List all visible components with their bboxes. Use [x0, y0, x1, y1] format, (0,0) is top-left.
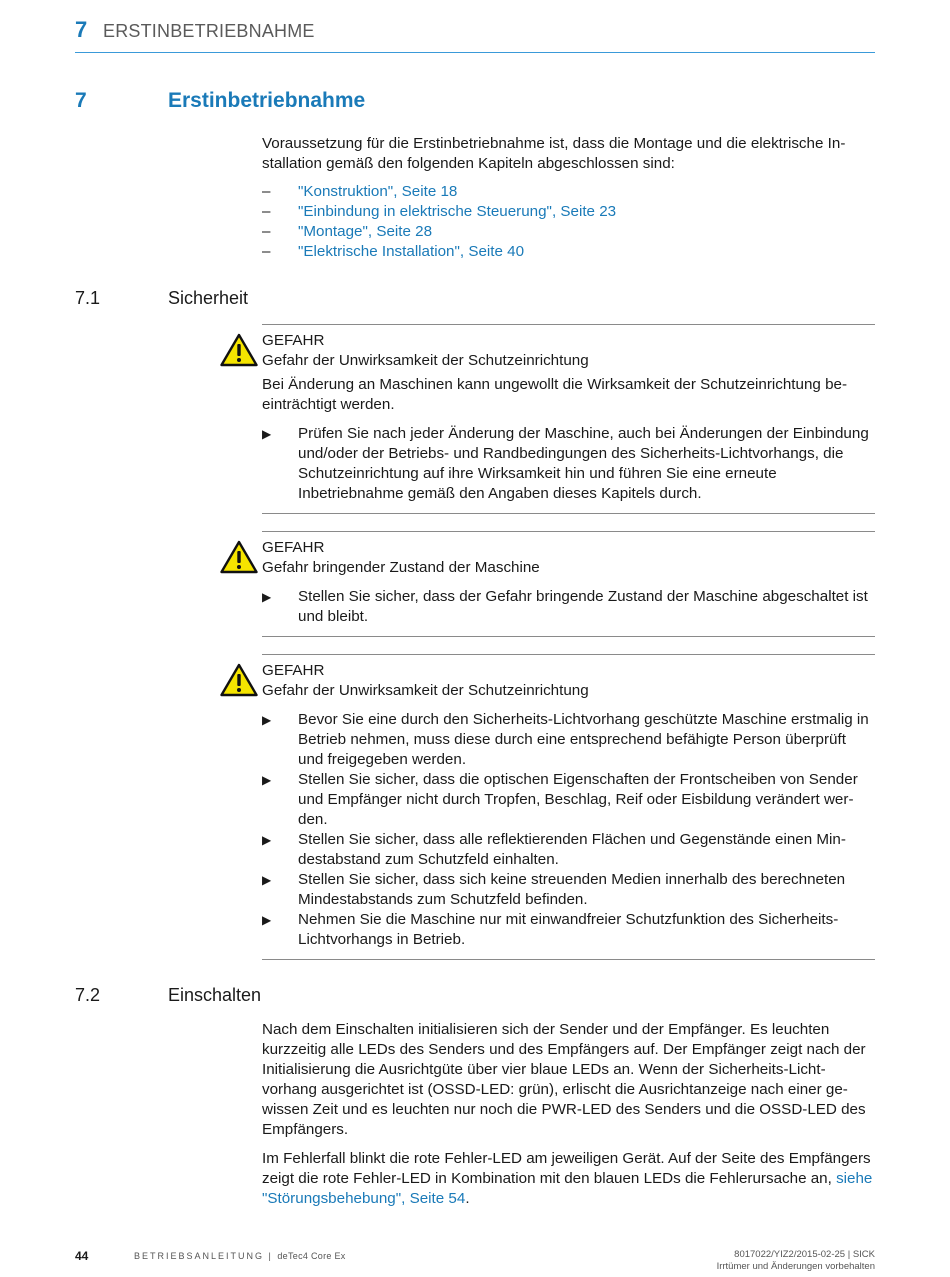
action-text: Stellen Sie sicher, dass der Gefahr bringende Zustand der Maschine abgeschaltet ist und bleibt.: [298, 588, 868, 625]
divider: [262, 513, 875, 514]
action-item: [262, 424, 875, 504]
warning-subtitle: Gefahr bringender Zustand der Maschine: [262, 559, 540, 576]
section-number: 7.2: [75, 985, 101, 1005]
warning-triangle-icon: [220, 333, 258, 367]
list-item: [262, 242, 875, 262]
action-item: [262, 910, 875, 950]
warning-signal-word: GEFAHR: [262, 332, 325, 349]
action-item: [262, 870, 875, 910]
link-stoerungsbehebung[interactable]: siehe "Störungsbehebung", Seite 54: [262, 1170, 873, 1207]
dash-marker: –: [262, 223, 271, 240]
footer-right: [717, 1249, 875, 1273]
intro-paragraph: Voraussetzung für die Erstinbetriebnahme ist, dass die Montage und die elektrische Installation gemäß den folgenden Kapiteln abgeschlossen sind:: [262, 135, 846, 172]
dash-marker: –: [262, 243, 271, 260]
bullet-arrow-icon: ▶: [262, 833, 272, 847]
action-item: [262, 587, 875, 627]
warning-subtitle: Gefahr der Unwirksamkeit der Schutzeinrichtung: [262, 682, 589, 699]
action-item: [262, 830, 875, 870]
section-heading-sicherheit: [75, 286, 875, 312]
warning-subtitle: Gefahr der Unwirksamkeit der Schutzeinrichtung: [262, 352, 589, 369]
document-id: 8017022/YIZ2/2015-02-25 | SICK: [734, 1249, 875, 1260]
prerequisite-list: [262, 182, 875, 262]
chapter-heading: [75, 88, 875, 116]
document-type: [134, 1250, 346, 1262]
warning-action-list: [262, 424, 875, 504]
list-item: [262, 202, 875, 222]
bullet-arrow-icon: ▶: [262, 913, 272, 927]
warning-triangle-icon: [220, 663, 258, 697]
warning-signal-word: GEFAHR: [262, 662, 325, 679]
dash-marker: –: [262, 203, 271, 220]
doc-type-label: BETRIEBSANLEITUNG: [134, 1251, 265, 1261]
running-header-number: 7: [75, 17, 88, 42]
bullet-arrow-icon: ▶: [262, 713, 272, 727]
section-heading-einschalten: [75, 983, 875, 1009]
warning-action-list: [262, 710, 875, 950]
section-title: Einschalten: [168, 985, 262, 1005]
list-item: [262, 222, 875, 242]
chapter-title: Erstinbetriebnahme: [168, 89, 366, 112]
page-number: 44: [75, 1249, 89, 1263]
error-paragraph-text: Im Fehlerfall blinkt die rote Fehler-LED am jeweiligen Gerät. Auf der Seite des Empfängers zeigt die rote Fehler-LED in Kombination mit den blauen LEDs die Fehlerursache an,: [262, 1150, 871, 1187]
action-item: [262, 770, 875, 830]
warning-triangle-icon: [220, 540, 258, 574]
link-elektrische-installation[interactable]: "Elektrische Installation", Seite 40: [298, 243, 525, 260]
divider: [262, 324, 875, 325]
link-konstruktion[interactable]: "Konstruktion", Seite 18: [298, 183, 458, 200]
action-text: Bevor Sie eine durch den Sicherheits-Lichtvorhang geschützte Maschine erstmalig in Betrieb nehmen, muss diese durch eine entsprechend befähigte Person überprüft und freigegeben werden.: [298, 711, 869, 768]
list-item: [262, 182, 875, 202]
chapter-number: 7: [75, 89, 87, 112]
dash-marker: –: [262, 183, 271, 200]
product-name: deTec4 Core Ex: [277, 1251, 346, 1261]
section-title: Sicherheit: [168, 288, 249, 308]
action-text: Stellen Sie sicher, dass sich keine streuenden Medien innerhalb des berechneten Mindestabstands zum Schutzfeld befinden.: [298, 871, 846, 908]
divider: [262, 636, 875, 637]
warning-signal-word: GEFAHR: [262, 539, 325, 556]
link-montage[interactable]: "Montage", Seite 28: [298, 223, 433, 240]
error-paragraph: [262, 1149, 875, 1209]
warning-action-list: [262, 587, 875, 627]
bullet-arrow-icon: ▶: [262, 427, 272, 441]
divider: [262, 959, 875, 960]
action-text: Stellen Sie sicher, dass die optischen Eigenschaften der Frontscheiben von Sender und Empfänger nicht durch Tropfen, Beschlag, Reif oder Eisbildung verändert werden.: [298, 771, 858, 828]
link-einbindung[interactable]: "Einbindung in elektrische Steuerung", Seite 23: [298, 203, 617, 220]
bullet-arrow-icon: ▶: [262, 590, 272, 604]
separator: |: [264, 1251, 278, 1261]
action-text: Stellen Sie sicher, dass alle reflektierenden Flächen und Gegenstände einen Mindestabstand zum Schutzfeld einhalten.: [298, 831, 846, 868]
disclaimer: Irrtümer und Änderungen vorbehalten: [716, 1261, 875, 1272]
warning-text: Bei Änderung an Maschinen kann ungewollt die Wirksamkeit der Schutzeinrichtung beeinträchtigt werden.: [262, 376, 848, 413]
divider: [262, 531, 875, 532]
running-header: [75, 16, 875, 53]
bullet-arrow-icon: ▶: [262, 873, 272, 887]
error-paragraph-end: .: [465, 1190, 470, 1207]
section-number: 7.1: [75, 288, 101, 308]
switch-on-paragraph: Nach dem Einschalten initialisieren sich der Sender und der Empfänger. Es leuchten kurzzeitig alle LEDs des Senders und des Empfängers auf. Der Empfänger zeigt nach der Initialisierung die Ausrichtgüte über vier blaue LEDs an. Wenn der Sicherheits-Lichtvorhang ausgerichtet ist (OSSD-LED: grün), erlischt die Ausrichtanzeige nach einer gewissen Zeit und es leuchten nur noch die PWR-LED des Senders und die OSSD-LED des Empfängers.: [262, 1021, 866, 1138]
action-item: [262, 710, 875, 770]
action-text: Prüfen Sie nach jeder Änderung der Maschine, auch bei Änderungen der Einbindung und/oder der Betriebs- und Randbedingungen des Sicherheits-Lichtvorhangs, die Schutzeinrichtung auf ihre Wirksamkeit hin und führen Sie eine erneute Inbetriebnahme gemäß den Angaben dieses Kapitels durch.: [298, 425, 869, 502]
divider: [262, 654, 875, 655]
running-header-title: ERSTINBETRIEBNAHME: [103, 21, 315, 41]
action-text: Nehmen Sie die Maschine nur mit einwandfreier Schutzfunktion des Sicherheits-Lichtvorhangs in Betrieb.: [298, 911, 839, 948]
bullet-arrow-icon: ▶: [262, 773, 272, 787]
